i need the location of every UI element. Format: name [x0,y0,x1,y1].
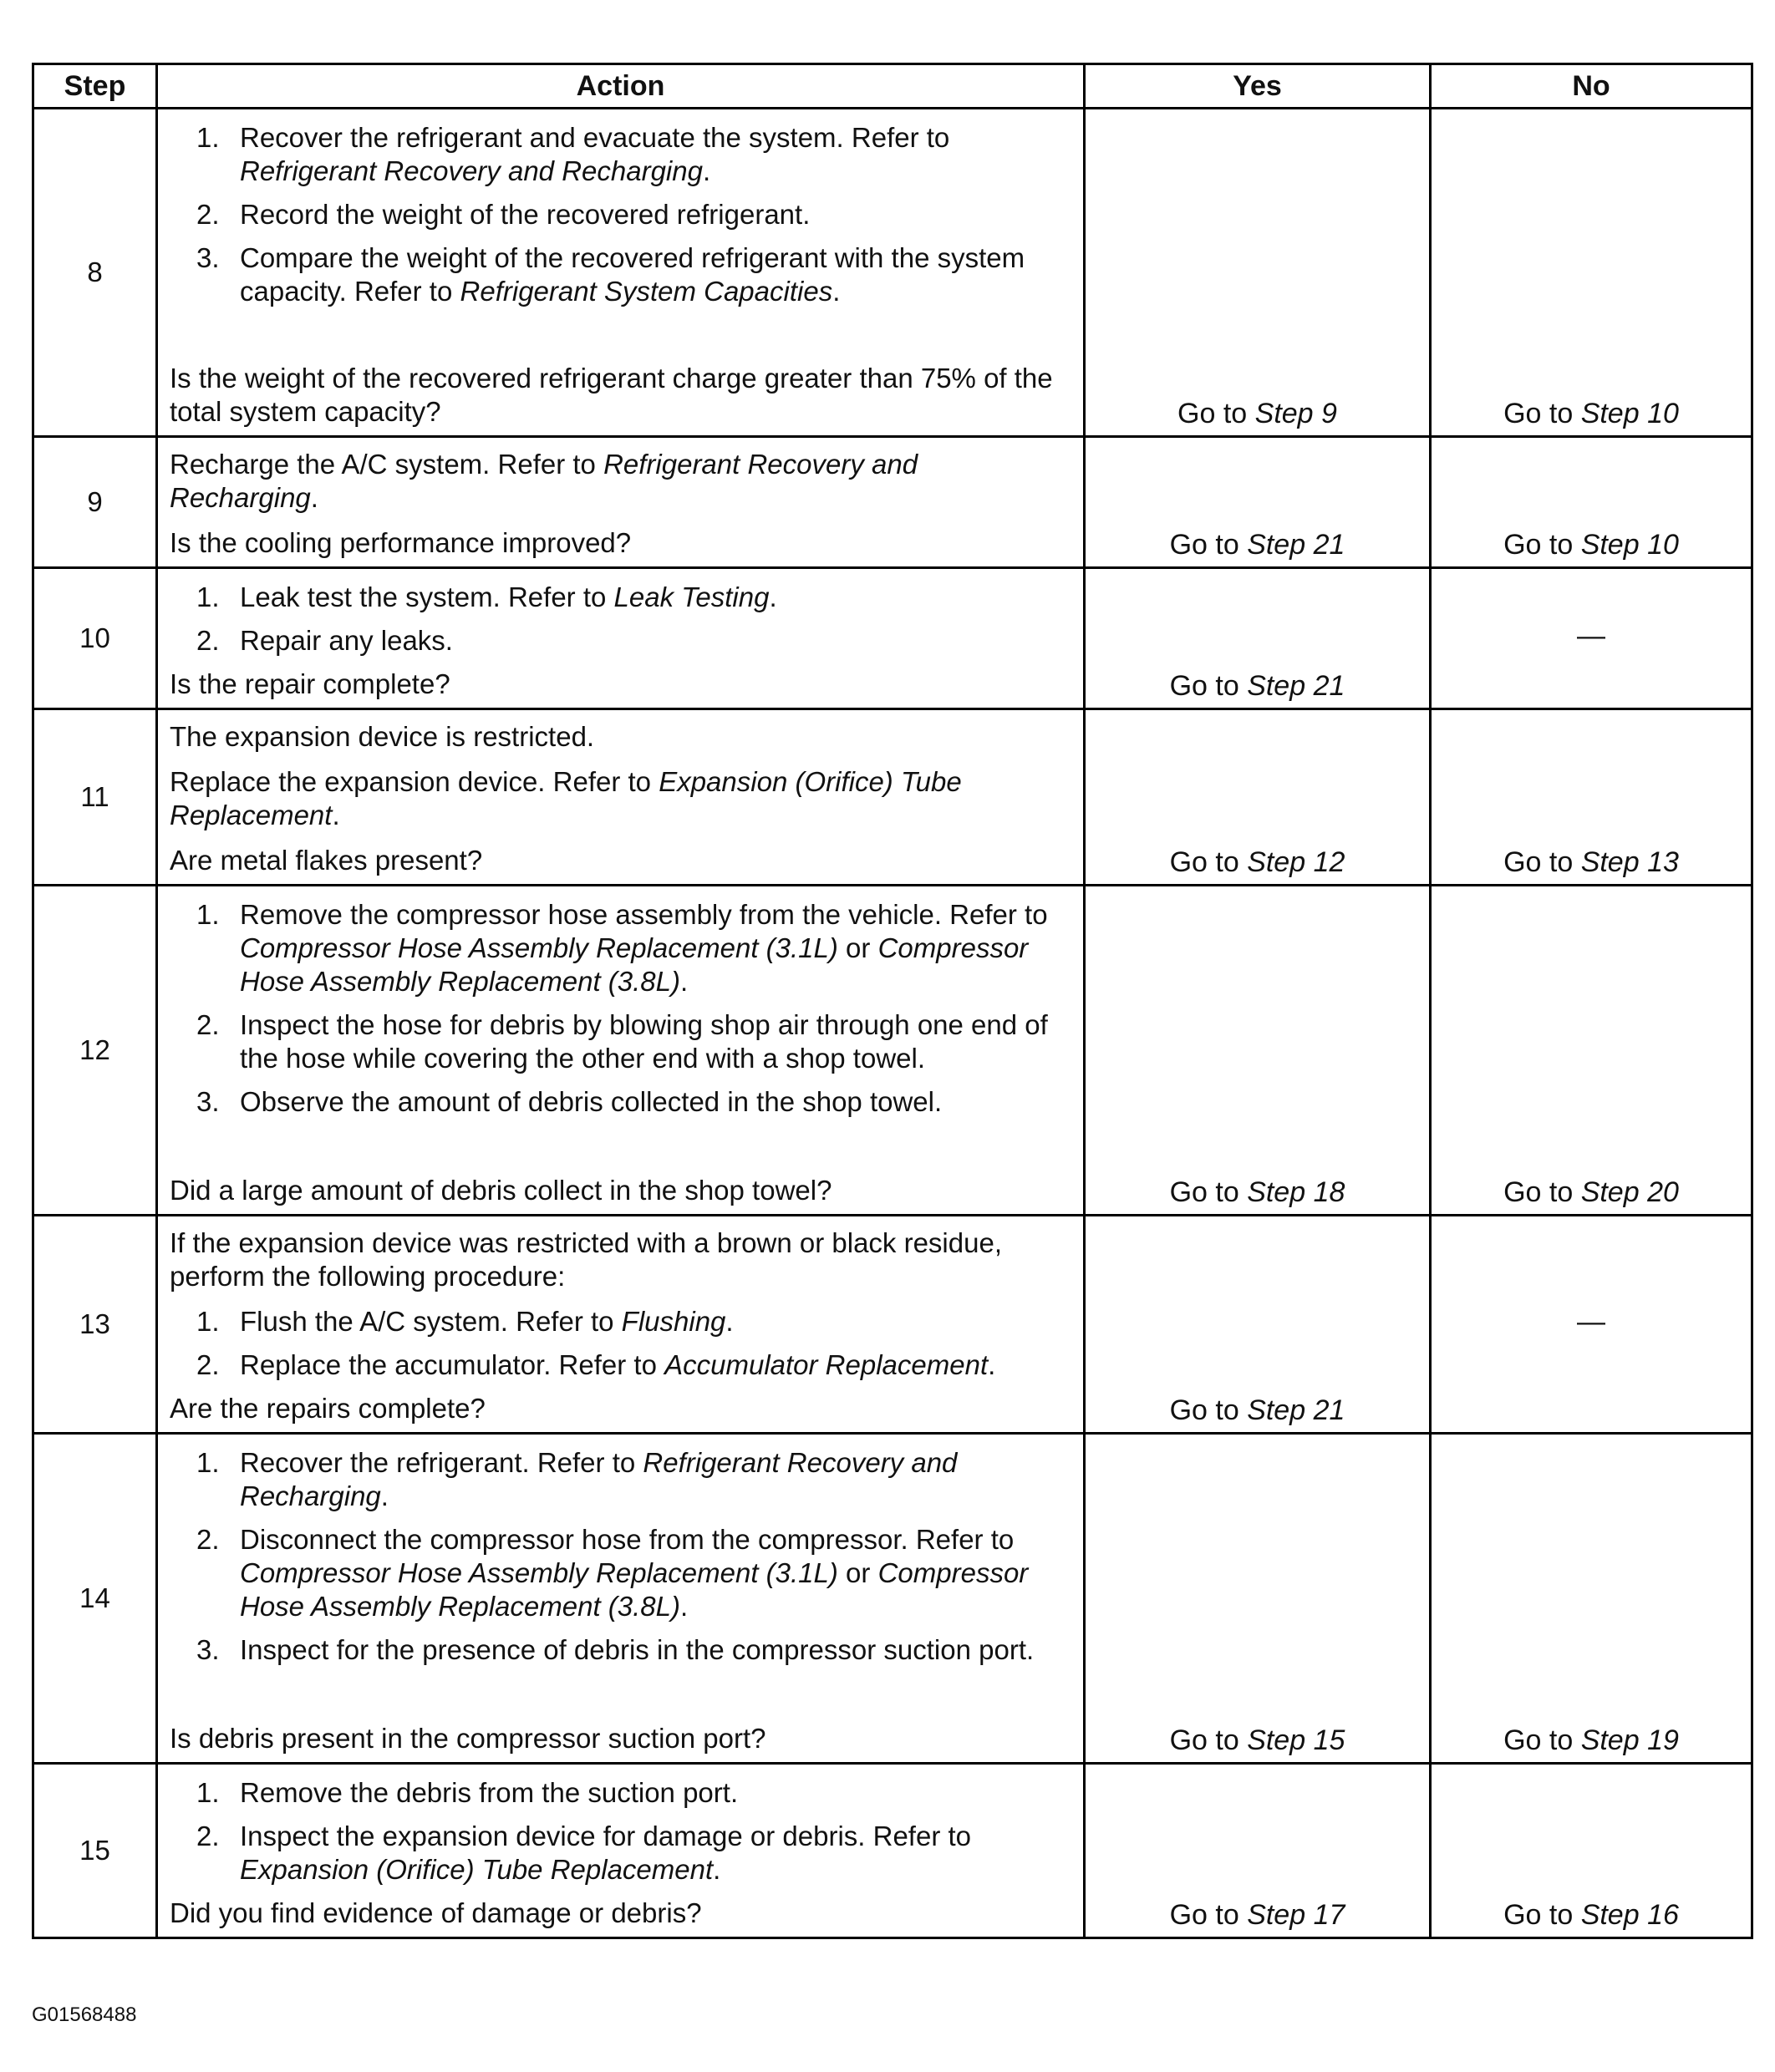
figure-code: G01568488 [32,2003,137,2026]
reference-link: Step 10 [1580,529,1679,561]
step-item-number: 1. [196,1777,220,1808]
table-row [33,568,1752,709]
action-question: Is the cooling performance improved? [170,527,632,558]
no-cell [1431,568,1752,709]
text-segment: . [310,482,318,513]
action-step-item [170,1085,1071,1119]
action-cell [157,568,1085,709]
no-cell [1431,709,1752,886]
action-steps-list [170,1446,1071,1667]
action-steps-list [170,1305,1071,1382]
step-item-number: 3. [196,242,220,273]
step-item-number: 2. [196,1349,220,1380]
action-cell [157,886,1085,1216]
action-steps-list [170,1776,1071,1887]
yes-goto [1086,670,1429,703]
text-segment: Disconnect the compressor hose from the compressor. Refer to [240,1524,1015,1555]
reference-link: Compressor Hose Assembly Replacement (3.1L) [240,932,838,963]
text-segment: Go to [1503,1724,1581,1756]
action-cell [157,1434,1085,1764]
reference-link: Step 9 [1254,398,1337,429]
header-action: Action [157,64,1085,109]
yes-goto [1086,1724,1429,1757]
action-question: Did you find evidence of damage or debris? [170,1897,702,1928]
yes-goto [1086,1899,1429,1932]
header-yes: Yes [1085,64,1431,109]
step-number: 15 [33,1764,157,1938]
action-question: Are the repairs complete? [170,1393,486,1424]
action-intro: If the expansion device was restricted with a brown or black residue, perform the following procedure: [170,1227,1002,1292]
text-segment: Recover the refrigerant. Refer to [240,1447,643,1478]
diagnostic-table [32,63,1753,1939]
text-segment: Go to [1169,1724,1248,1756]
text-segment: . [380,1480,389,1511]
action-question: Did a large amount of debris collect in the shop towel? [170,1175,832,1206]
text-segment: . [680,1591,689,1622]
yes-cell [1085,886,1431,1216]
table-row [33,437,1752,568]
action-step-item [170,1633,1071,1667]
action-intro: The expansion device is restricted. [170,721,595,752]
action-cell [157,709,1085,886]
text-segment: . [832,276,841,307]
no-dash: — [1577,619,1605,652]
action-step-item [170,121,1071,188]
yes-cell [1085,437,1431,568]
step-item-number: 2. [196,1009,220,1040]
reference-link: Step 12 [1247,846,1345,878]
no-goto [1432,398,1751,430]
action-cell [157,1764,1085,1938]
step-item-number: 3. [196,1634,220,1665]
reference-link: Step 16 [1580,1899,1679,1931]
text-segment: Go to [1169,1899,1248,1931]
reference-link: Compressor Hose Assembly Replacement (3.1L) [240,1557,838,1588]
step-number: 12 [33,886,157,1216]
action-step-item [170,241,1071,308]
table-row [33,1764,1752,1938]
step-item-number: 2. [196,1821,220,1851]
step-number: 14 [33,1434,157,1764]
reference-link: Expansion (Orifice) Tube Replacement [240,1854,714,1885]
yes-goto [1086,529,1429,561]
text-segment: Go to [1503,1899,1581,1931]
header-step: Step [33,64,157,109]
text-segment: . [988,1349,996,1380]
action-step-item [170,1446,1071,1513]
action-steps-list [170,581,1071,658]
text-segment: Repair any leaks. [240,625,453,656]
action-cell [157,437,1085,568]
reference-link: Step 20 [1580,1176,1679,1208]
text-segment: Flush the A/C system. Refer to [240,1306,622,1337]
reference-link: Step 15 [1247,1724,1345,1756]
text-segment: Inspect for the presence of debris in the compressor suction port. [240,1634,1035,1665]
step-number: 8 [33,109,157,437]
action-step-item [170,1348,1071,1382]
text-segment: Record the weight of the recovered refrigerant. [240,199,811,230]
table-row [33,709,1752,886]
action-cell [157,109,1085,437]
text-segment: Recharge the A/C system. Refer to [170,449,604,480]
text-segment: or [837,1557,878,1588]
yes-goto [1086,1176,1429,1209]
text-segment: Replace the expansion device. Refer to [170,766,659,797]
action-step-item [170,1523,1071,1623]
yes-cell [1085,568,1431,709]
reference-link: Step 21 [1247,1394,1345,1426]
action-step-item [170,1776,1071,1810]
text-segment: Inspect the hose for debris by blowing shop air through one end of the hose while covering the other end with a shop towel. [240,1009,1048,1074]
text-segment: Replace the accumulator. Refer to [240,1349,665,1380]
text-segment: Go to [1503,529,1581,561]
yes-cell [1085,1764,1431,1938]
yes-cell [1085,709,1431,886]
text-segment: . [713,1854,721,1885]
action-instruction [170,765,1071,832]
step-item-number: 2. [196,199,220,230]
table-row [33,109,1752,437]
no-cell [1431,886,1752,1216]
table-body [33,109,1752,1938]
action-question: Is debris present in the compressor suction port? [170,1723,766,1754]
reference-link: Step 13 [1580,846,1679,878]
reference-link: Step 17 [1247,1899,1345,1931]
yes-goto [1086,1394,1429,1427]
action-instruction [170,448,1071,515]
text-segment: Observe the amount of debris collected in the shop towel. [240,1086,943,1117]
reference-link: Expansion (Orifice) Tube Replacement [170,766,962,830]
text-segment: Inspect the expansion device for damage or debris. Refer to [240,1821,971,1851]
step-item-number: 1. [196,1306,220,1337]
action-step-item [170,198,1071,231]
no-goto [1432,529,1751,561]
text-segment: Leak test the system. Refer to [240,581,614,612]
reference-link: Leak Testing [613,581,770,612]
text-segment: Go to [1177,398,1255,429]
reference-link: Accumulator Replacement [664,1349,989,1380]
yes-goto [1086,846,1429,879]
action-step-item [170,898,1071,998]
step-number: 10 [33,568,157,709]
action-steps-list [170,121,1071,308]
text-segment: Remove the compressor hose assembly from the vehicle. Refer to [240,899,1048,930]
action-question: Is the weight of the recovered refrigerant charge greater than 75% of the total system capacity? [170,363,1053,427]
table-row [33,1434,1752,1764]
action-question: Is the repair complete? [170,668,450,699]
step-number: 13 [33,1216,157,1434]
no-goto [1432,1724,1751,1757]
reference-link: Step 10 [1580,398,1679,429]
text-segment: . [769,581,777,612]
reference-link: Refrigerant System Capacities [460,276,833,307]
reference-link: Step 18 [1247,1176,1345,1208]
reference-link: Flushing [621,1306,726,1337]
step-item-number: 1. [196,581,220,612]
text-segment: Go to [1169,1176,1248,1208]
text-segment: . [332,800,340,830]
no-goto [1432,846,1751,879]
action-step-item [170,581,1071,614]
action-step-item [170,1008,1071,1075]
action-step-item [170,624,1071,658]
text-segment: Remove the debris from the suction port. [240,1777,739,1808]
text-segment: Go to [1169,1394,1248,1426]
text-segment: . [680,966,689,997]
step-number: 11 [33,709,157,886]
reference-link: Step 21 [1247,670,1345,702]
reference-link: Refrigerant Recovery and Recharging [170,449,918,513]
reference-link: Refrigerant Recovery and Recharging [240,155,703,186]
text-segment: Go to [1503,398,1581,429]
header-no: No [1431,64,1752,109]
step-item-number: 1. [196,1447,220,1478]
yes-goto [1086,398,1429,430]
reference-link: Compressor Hose Assembly Replacement (3.8L) [240,932,1029,997]
text-segment: Recover the refrigerant and evacuate the system. Refer to [240,122,950,153]
yes-cell [1085,1434,1431,1764]
action-question: Are metal flakes present? [170,845,483,876]
no-goto [1432,1176,1751,1209]
no-cell [1431,1434,1752,1764]
action-step-item [170,1305,1071,1338]
no-cell [1431,1764,1752,1938]
step-item-number: 1. [196,899,220,930]
reference-link: Step 19 [1580,1724,1679,1756]
no-dash: — [1577,1305,1605,1338]
no-goto [1432,1899,1751,1932]
table-row [33,1216,1752,1434]
yes-cell [1085,109,1431,437]
action-steps-list [170,898,1071,1119]
text-segment: Go to [1169,670,1248,702]
table-header-row [33,64,1752,109]
text-segment: . [702,155,711,186]
yes-cell [1085,1216,1431,1434]
step-item-number: 3. [196,1086,220,1117]
action-step-item [170,1820,1071,1887]
text-segment: Go to [1503,1176,1581,1208]
step-item-number: 2. [196,625,220,656]
text-segment: . [725,1306,734,1337]
reference-link: Refrigerant Recovery and Recharging [240,1447,958,1511]
diagnostic-table-container [32,63,1751,1939]
step-item-number: 2. [196,1524,220,1555]
action-cell [157,1216,1085,1434]
reference-link: Compressor Hose Assembly Replacement (3.8L) [240,1557,1029,1622]
step-item-number: 1. [196,122,220,153]
text-segment: or [837,932,878,963]
step-number: 9 [33,437,157,568]
no-cell [1431,437,1752,568]
table-row [33,886,1752,1216]
text-segment: Go to [1169,846,1248,878]
text-segment: Go to [1503,846,1581,878]
no-cell [1431,109,1752,437]
text-segment: Compare the weight of the recovered refrigerant with the system capacity. Refer to [240,242,1025,307]
no-cell [1431,1216,1752,1434]
reference-link: Step 21 [1247,529,1345,561]
text-segment: Go to [1169,529,1248,561]
